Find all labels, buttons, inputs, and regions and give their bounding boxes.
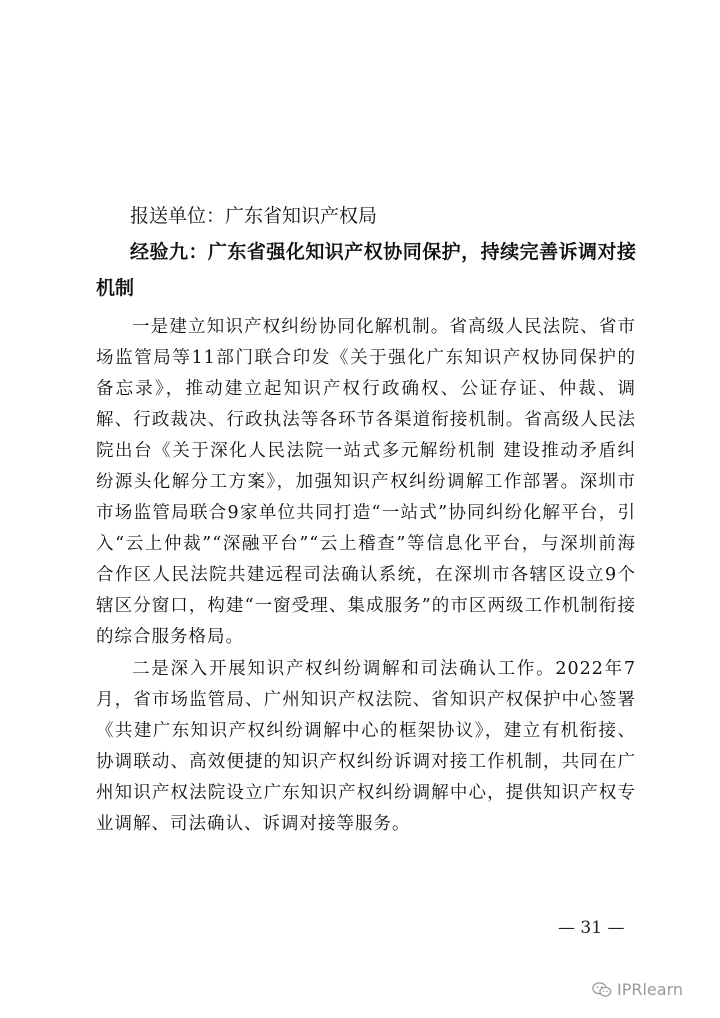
document-body <box>96 200 636 840</box>
page-number: — 31 — <box>558 918 625 938</box>
section-heading: 经验九：广东省强化知识产权协同保护，持续完善诉调对接机制 <box>96 241 636 299</box>
wechat-icon <box>592 981 612 999</box>
watermark <box>592 980 683 999</box>
paragraph-2: 二是深入开展知识产权纠纷调解和司法确认工作。2022年7月，省市场监管局、广州知识产权法院、省知识产权保护中心签署《共建广东知识产权纠纷调解中心的框架协议》，建立有机衔接、协调联动、高效便捷的知识产权纠纷诉调对接工作机制，共同在广州知识产权法院设立广东知识产权纠纷调解中心，提供知识产权专业调解、司法确认、诉调对接等服务。 <box>96 659 636 834</box>
paragraph-1: 一是建立知识产权纠纷协同化解机制。省高级人民法院、省市场监管局等11部门联合印发《关于强化广东知识产权协同保护的备忘录》，推动建立起知识产权行政确权、公证存证、仲裁、调解、行政裁决、行政执法等各环节各渠道衔接机制。省高级人民法院出台《关于深化人民法院一站式多元解纷机制 建设推动矛盾纠纷源头化解分工方案》，加强知识产权纠纷调解工作部署。深圳市市场监管局联合9家单位共同打造“一站式”协同纠纷化解平台，引入“云上仲裁”“深融平台”“云上稽查”等信息化平台，与深圳前海合作区人民法院共建远程司法确认系统，在深圳市各辖区设立9个辖区分窗口，构建“一窗受理、集成服务”的市区两级工作机制衔接的综合服务格局。 <box>96 317 636 647</box>
submitter-line: 报送单位：广东省知识产权局 <box>130 205 378 227</box>
watermark-text: IPRlearn <box>617 980 684 999</box>
